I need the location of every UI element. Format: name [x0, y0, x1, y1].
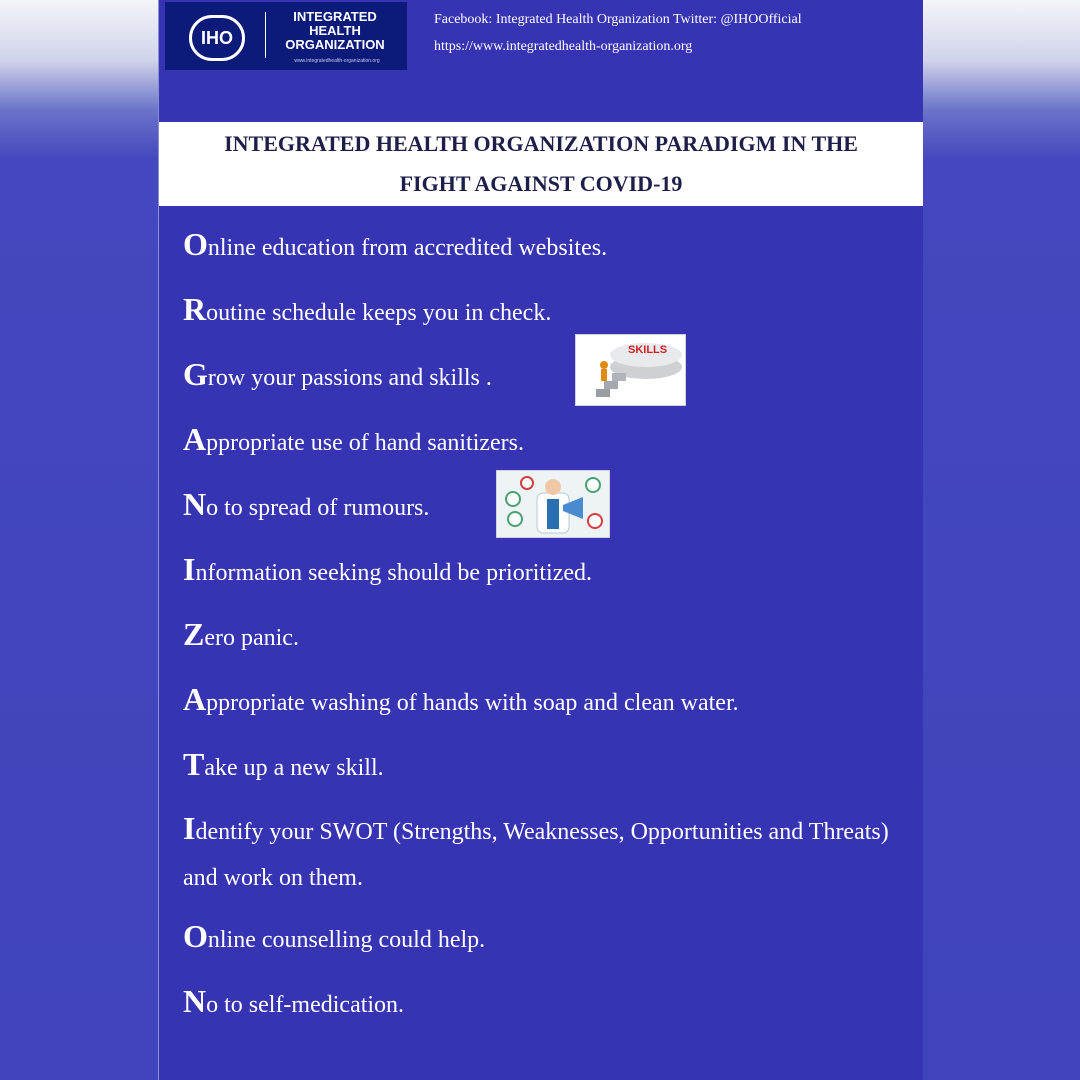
doctor-megaphone-icon: [497, 471, 609, 537]
list-item: Appropriate use of hand sanitizers.: [183, 421, 525, 457]
list-item: Take up a new skill.: [183, 746, 384, 782]
iho-logo: [165, 2, 407, 70]
poster-title: [159, 124, 923, 204]
title-line-2: FIGHT AGAINST COVID-19: [399, 171, 683, 196]
skills-icon: [576, 335, 685, 405]
logo-line-1: INTEGRATED: [293, 9, 377, 24]
list-item: Identify your SWOT (Strengths, Weaknesses, Opportunities and Threats) and work on them.: [183, 810, 889, 891]
list-item: Grow your passions and skills .: [183, 356, 492, 392]
background-left: [0, 0, 160, 1080]
list-item: No to spread of rumours.: [183, 486, 430, 522]
skills-label: SKILLS: [628, 344, 668, 356]
list-item: Online education from accredited websites.: [183, 226, 608, 262]
website-url: https://www.integratedhealth-organization.org: [434, 39, 693, 54]
poster: [158, 0, 923, 1080]
list-item: No to self-medication.: [183, 983, 405, 1019]
skills-illustration: [575, 334, 686, 406]
logo-text: [269, 10, 401, 52]
list-item: Zero panic.: [183, 616, 299, 652]
logo-url: www.integratedhealth-organization.org: [294, 58, 380, 64]
header: [159, 0, 923, 80]
logo-line-2: HEALTH: [309, 23, 361, 38]
logo-line-3: ORGANIZATION: [285, 37, 385, 52]
social-contacts: Facebook: Integrated Health Organization Twitter: @IHOOfficial: [434, 12, 802, 27]
logo-divider: [265, 12, 266, 58]
list-item: Appropriate washing of hands with soap and clean water.: [183, 681, 739, 717]
list-item: Information seeking should be prioritized.: [183, 551, 593, 587]
rumours-illustration: [496, 470, 610, 538]
list-item: Online counselling could help.: [183, 918, 486, 954]
logo-circle: IHO: [189, 15, 245, 61]
background-right: [922, 0, 1080, 1080]
list-item: Routine schedule keeps you in check.: [183, 291, 552, 327]
title-line-1: INTEGRATED HEALTH ORGANIZATION PARADIGM IN THE: [224, 131, 858, 156]
